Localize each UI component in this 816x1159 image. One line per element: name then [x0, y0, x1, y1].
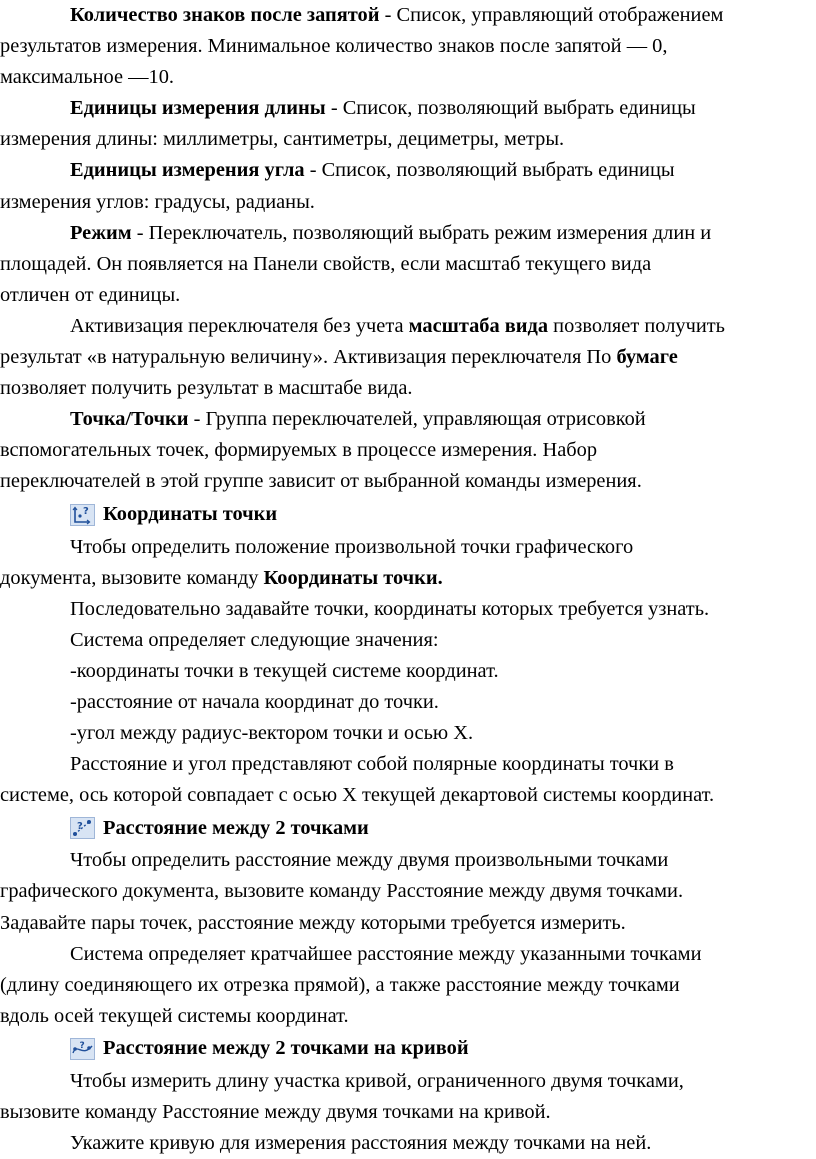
term-point-coordinates: Координаты точки.	[263, 566, 443, 589]
term-length-units: Единицы измерения длины	[70, 97, 326, 120]
section-title: Расстояние между 2 точками на кривой	[103, 1037, 469, 1060]
term-angle-units: Единицы измерения угла	[70, 159, 305, 182]
term-points: Точка/Точки	[70, 408, 189, 431]
document-page: Количество знаков после запятой - Список, управляющий отображением результатов измерения. Минимальное количество знаков после запятой — 0, максимальное —10. Единицы измерения длины - Список, позволяющий выбрать единицы измерения длины: миллиметры, сантиметры, дециметры, метры. Единицы измерения угла - Список, позволяющий выбрать единицы измерения углов: градусы, радианы. Режим - Переключатель, позволяющий выбрать режим измерения длин и площадей. Он появляется на Панели свойств, если масштаб текущего вида отличен от единицы. Активизация переключателя без учета масштаба вида позволяет получить результат «в натуральную величину». Активизация переключателя По бумаге позволяет получить результат в масштабе вида. Точка/Точки - Группа переключателей, управляющая отрисовкой вспомогательных точек, формируемых в процессе измерения. Набор переключателей в этой группе зависит от выбранной команды измерения. ? Координаты точки Чтобы определить положение произвольной точки графического документа, вызовите команду Координаты точки. Последовательно задавайте точки, координаты которых требуется узнать. Система определяет следующие значения: -координаты точки в текущей системе координат. -расстояние от начала координат до точки. -угол между радиус-вектором точки и осью X. Расстояние и угол представляют собой полярные координаты точки в системе, ось которой совпадает с осью X текущей декартовой системы координат. ? Расстояние между 2 точками Чтобы определить расстояние между двумя произвольными точками графического документа, вызовите команду Расстояние между двумя точками. Задавайте пары точек, расстояние между которыми требуется измерить. Система определяет кратчайшее расстояние между указанными точками (длину соединяющего их отрезка прямой), а также расстояние между точками вдоль осей текущей системы координат. ? Расстояние между 2 точками на кривой Чтобы измерить длину участка кривой, ограниченного двумя точками, вызовите команду Расстояние между двумя точками на кривой. Укажите кривую для измерения расстояния между точками на ней.	[0, 0, 816, 1159]
paragraph-mode: Режим - Переключатель, позволяющий выбрать режим измерения длин и	[70, 221, 712, 244]
distance-on-curve-icon	[70, 1038, 95, 1060]
term-view-scale: масштаба вида	[408, 314, 549, 337]
paragraph-angle-units: Единицы измерения угла - Список, позволяющий выбрать единицы	[70, 159, 675, 182]
svg-text:?: ?	[79, 1040, 85, 1051]
svg-text:?: ?	[77, 821, 83, 833]
section-title: Расстояние между 2 точками	[103, 816, 369, 839]
section-heading-point-coordinates	[0, 498, 816, 532]
svg-text:?: ?	[83, 505, 89, 517]
section-heading-distance-on-curve	[0, 1032, 816, 1066]
term-decimal-places: Количество знаков после запятой	[70, 4, 380, 26]
point-coordinates-icon	[70, 504, 95, 526]
paragraph-mode-activation: Активизация переключателя без учета масштаба вида позволяет получить	[70, 314, 725, 337]
paragraph-points: Точка/Точки - Группа переключателей, управляющая отрисовкой	[70, 408, 646, 431]
paragraph-length-units: Единицы измерения длины - Список, позволяющий выбрать единицы	[70, 97, 696, 120]
section-title: Координаты точки	[103, 502, 278, 525]
paragraph-decimal-places: Количество знаков после запятой - Список, управляющий отображением	[70, 4, 724, 26]
term-mode: Режим	[70, 221, 132, 244]
section-heading-distance-two-points	[0, 811, 816, 845]
distance-two-points-icon	[70, 817, 95, 839]
term-paper: бумаге	[616, 346, 678, 369]
